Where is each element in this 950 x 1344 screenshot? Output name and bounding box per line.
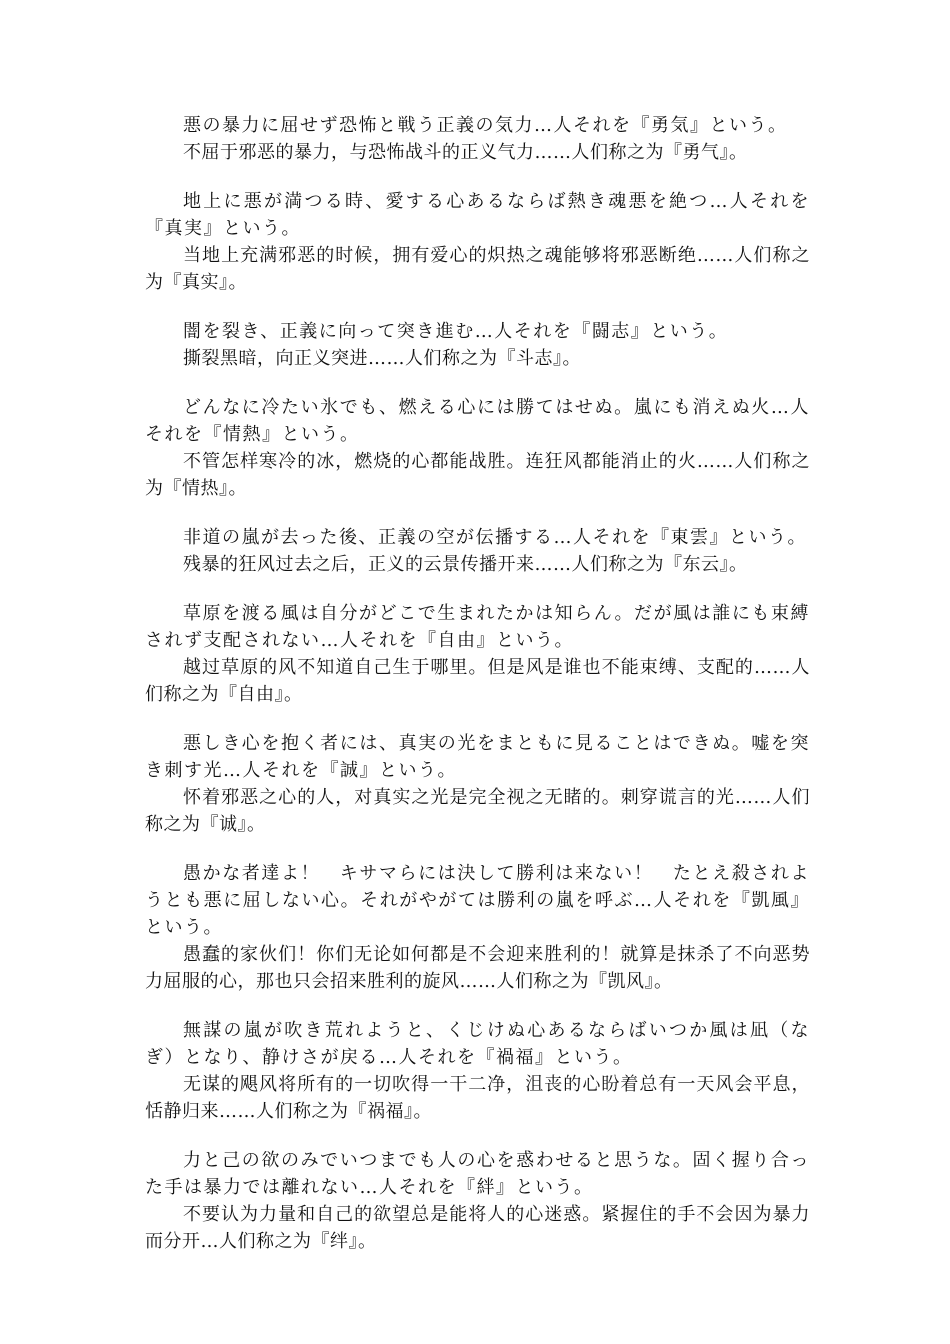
japanese-line: 非道の嵐が去った後、正義の空が伝播する…人それを『東雲』という。 [183,527,807,548]
stanza-yuuki [145,112,810,166]
chinese-line: 当地上充满邪恶的时候，拥有爱心的炽热之魂能够将邪恶断绝……人们称之为『真实』。 [145,245,810,293]
japanese-line: 悪の暴力に屈せず恐怖と戦う正義の気力…人それを『勇気』という。 [183,115,788,136]
chinese-line: 怀着邪恶之心的人，对真实之光是完全视之无睹的。刺穿谎言的光……人们称之为『诚』。 [145,787,810,835]
japanese-line: 悪しき心を抱く者には、真実の光をまともに見ることはできぬ。嘘を突き刺す光…人それを『誠』という。 [145,733,810,781]
stanza-makoto [145,730,810,838]
japanese-line: 草原を渡る風は自分がどこで生まれたかは知らん。だが風は誰にも束縛されず支配されない…人それを『自由』という。 [145,603,810,651]
chinese-line: 无谋的飓风将所有的一切吹得一干二净，沮丧的心盼着总有一天风会平息，恬静归来……人们称之为『祸福』。 [145,1074,810,1122]
chinese-line: 愚蠢的家伙们！你们无论如何都是不会迎来胜利的！就算是抹杀了不向恶势力屈服的心，那也只会招来胜利的旋风……人们称之为『凯风』。 [145,944,810,992]
japanese-line: 無謀の嵐が吹き荒れようと、くじけぬ心あるならばいつか風は凪（なぎ）となり、静けさが戻る…人それを『禍福』という。 [145,1020,810,1068]
japanese-line: 力と己の欲のみでいつまでも人の心を惑わせると思うな。固く握り合った手は暴力では離れない…人それを『絆』という。 [145,1150,810,1198]
stanza-toushi [145,318,810,372]
chinese-line: 不屈于邪恶的暴力，与恐怖战斗的正义气力……人们称之为『勇气』。 [183,142,748,163]
document-body [145,112,810,1277]
japanese-line: どんなに冷たい氷でも、燃える心には勝てはせぬ。嵐にも消えぬ火…人それを『情熱』という。 [145,397,810,445]
japanese-line: 闇を裂き、正義に向って突き進む…人それを『闘志』という。 [183,321,729,342]
stanza-jounetsu [145,394,810,502]
japanese-line: 地上に悪が満つる時、愛する心あるならば熱き魂悪を絶つ…人それを『真実』という。 [145,191,810,239]
stanza-kafuku [145,1017,810,1125]
stanza-kizuna [145,1147,810,1255]
chinese-line: 不管怎样寒冷的冰，燃烧的心都能战胜。连狂风都能消止的火……人们称之为『情热』。 [145,451,810,499]
japanese-line: 愚かな者達よ！ キサマらには決して勝利は来ない！ たとえ殺されようとも悪に屈しない心。それがやがては勝利の嵐を呼ぶ…人それを『凱風』という。 [145,863,810,938]
chinese-line: 残暴的狂风过去之后，正义的云景传播开来……人们称之为『东云』。 [183,554,748,575]
chinese-line: 越过草原的风不知道自己生于哪里。但是风是谁也不能束缚、支配的……人们称之为『自由』。 [145,657,810,705]
stanza-jiyuu [145,600,810,708]
chinese-line: 不要认为力量和自己的欲望总是能将人的心迷惑。紧握住的手不会因为暴力而分开…人们称之为『绊』。 [145,1204,810,1252]
chinese-line: 撕裂黑暗，向正义突进……人们称之为『斗志』。 [183,348,581,369]
stanza-shinonome [145,524,810,578]
stanza-gaifuu [145,860,810,995]
stanza-shinjitsu [145,188,810,296]
